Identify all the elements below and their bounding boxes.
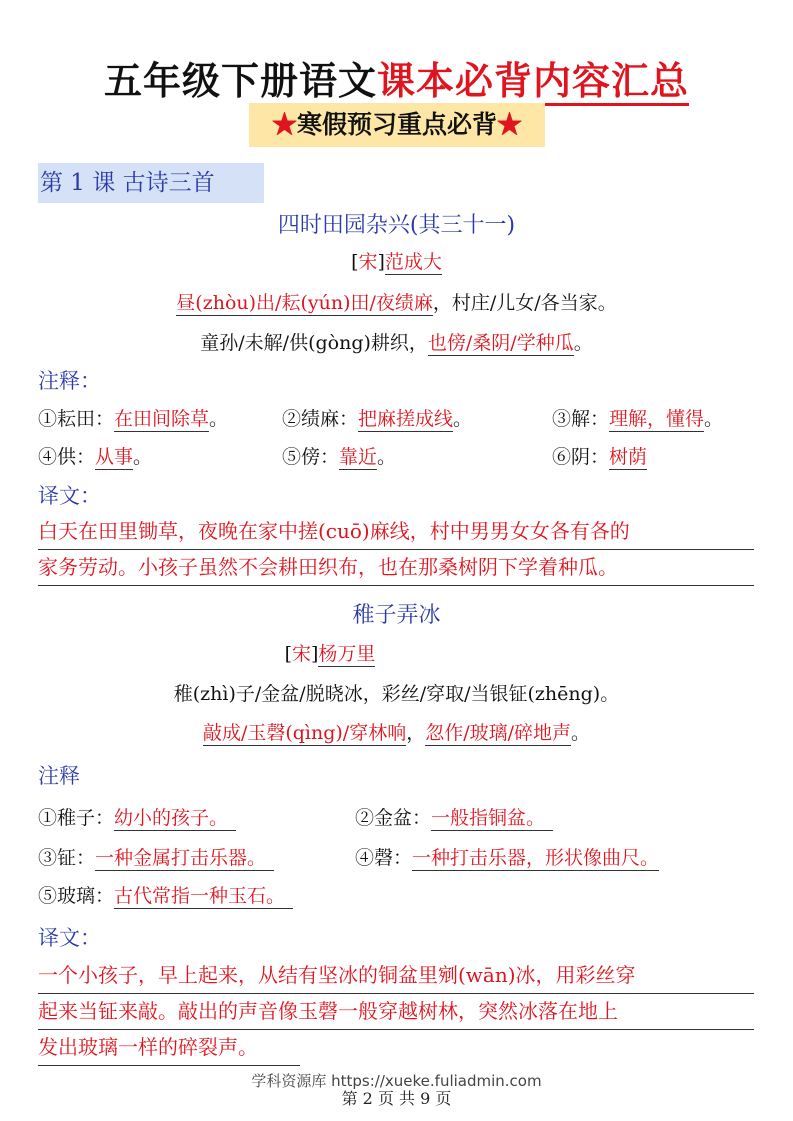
- note-item: ④供：从事。: [38, 446, 153, 468]
- note-item: ⑤傍：靠近。: [282, 446, 397, 468]
- poem2-title: 稚子弄冰: [352, 603, 441, 628]
- poem1-author: 范成大: [384, 251, 442, 273]
- poem2-translation-label: 译文：: [38, 926, 101, 950]
- banner: [249, 103, 545, 147]
- poem1-title: 四时田园杂兴(其三十一): [277, 213, 516, 238]
- note-item: ②金盆：一般指铜盆。: [355, 803, 553, 830]
- poem2-line-1: 稚(zhì)子/金盆/脱晓冰，彩丝/穿取/当银钲(zhēng)。: [173, 683, 620, 705]
- page-title-black: 五年级下册语文: [103, 58, 377, 103]
- banner-text: 寒假预习重点必背: [296, 110, 497, 139]
- poem2-translation: 一个小孩子，早上起来，从结有坚冰的铜盆里剜(wān)冰，用彩丝穿 起来当钲来敲。敲出的声音像玉磬一般穿越树林，突然冰落在地上 发出玻璃一样的碎裂声。: [38, 958, 754, 1066]
- note-item: ①耘田：在田间除草。: [38, 408, 229, 430]
- page-number: 第 2 页 共 9 页: [341, 1089, 452, 1108]
- poem2-line-2: 敲成/玉磬(qìng)/穿林响，忽作/玻璃/碎地声。: [202, 722, 591, 744]
- note-item: ⑤玻璃：古代常指一种玉石。: [38, 881, 293, 908]
- note-item: ①稚子：幼小的孩子。: [38, 803, 236, 830]
- star-icon: ★: [497, 110, 523, 139]
- star-icon: ★: [271, 110, 297, 139]
- poem1-line-1: 昼(zhòu)出/耘(yún)田/夜绩麻，村庄/儿女/各当家。: [176, 292, 617, 314]
- poem1-line-2: 童孙/未解/供(gòng)耕织，也傍/桑阴/学种瓜。: [200, 332, 593, 354]
- poem1-translation-label: 译文：: [38, 484, 101, 508]
- poem2-author: 杨万里: [318, 643, 376, 665]
- note-item: ④磬：一种打击乐器，形状像曲尺。: [355, 847, 660, 869]
- poem2-dynasty: 宋: [291, 643, 311, 665]
- poem1-translation: 白天在田里锄草，夜晚在家中搓(cuō)麻线，村中男男女女各有各的 家务劳动。小孩子虽然不会耕田织布，也在那桑树阴下学着种瓜。: [38, 514, 754, 586]
- poem1-notes-label: 注释：: [38, 369, 101, 393]
- note-item: ②绩麻：把麻搓成线。: [282, 408, 473, 430]
- poem2-notes-label: 注释: [38, 764, 80, 788]
- note-item: ③解：理解，懂得。: [552, 408, 724, 430]
- poem1-dynasty: 宋: [358, 251, 378, 273]
- poem1-author-line: [宋]范成大: [351, 251, 442, 273]
- lesson-heading: 第 1 课 古诗三首: [38, 163, 264, 203]
- note-item: ③钲：一种金属打击乐器。: [38, 843, 274, 870]
- watermark-footer: 学科资源库 https://xueke.fuliadmin.com: [251, 1072, 542, 1090]
- page-title: [0, 50, 793, 105]
- page-title-red: 课本必背内容汇总: [377, 58, 689, 106]
- note-item: ⑥阴：树荫: [552, 446, 648, 468]
- poem2-author-line: [宋]杨万里: [284, 643, 376, 665]
